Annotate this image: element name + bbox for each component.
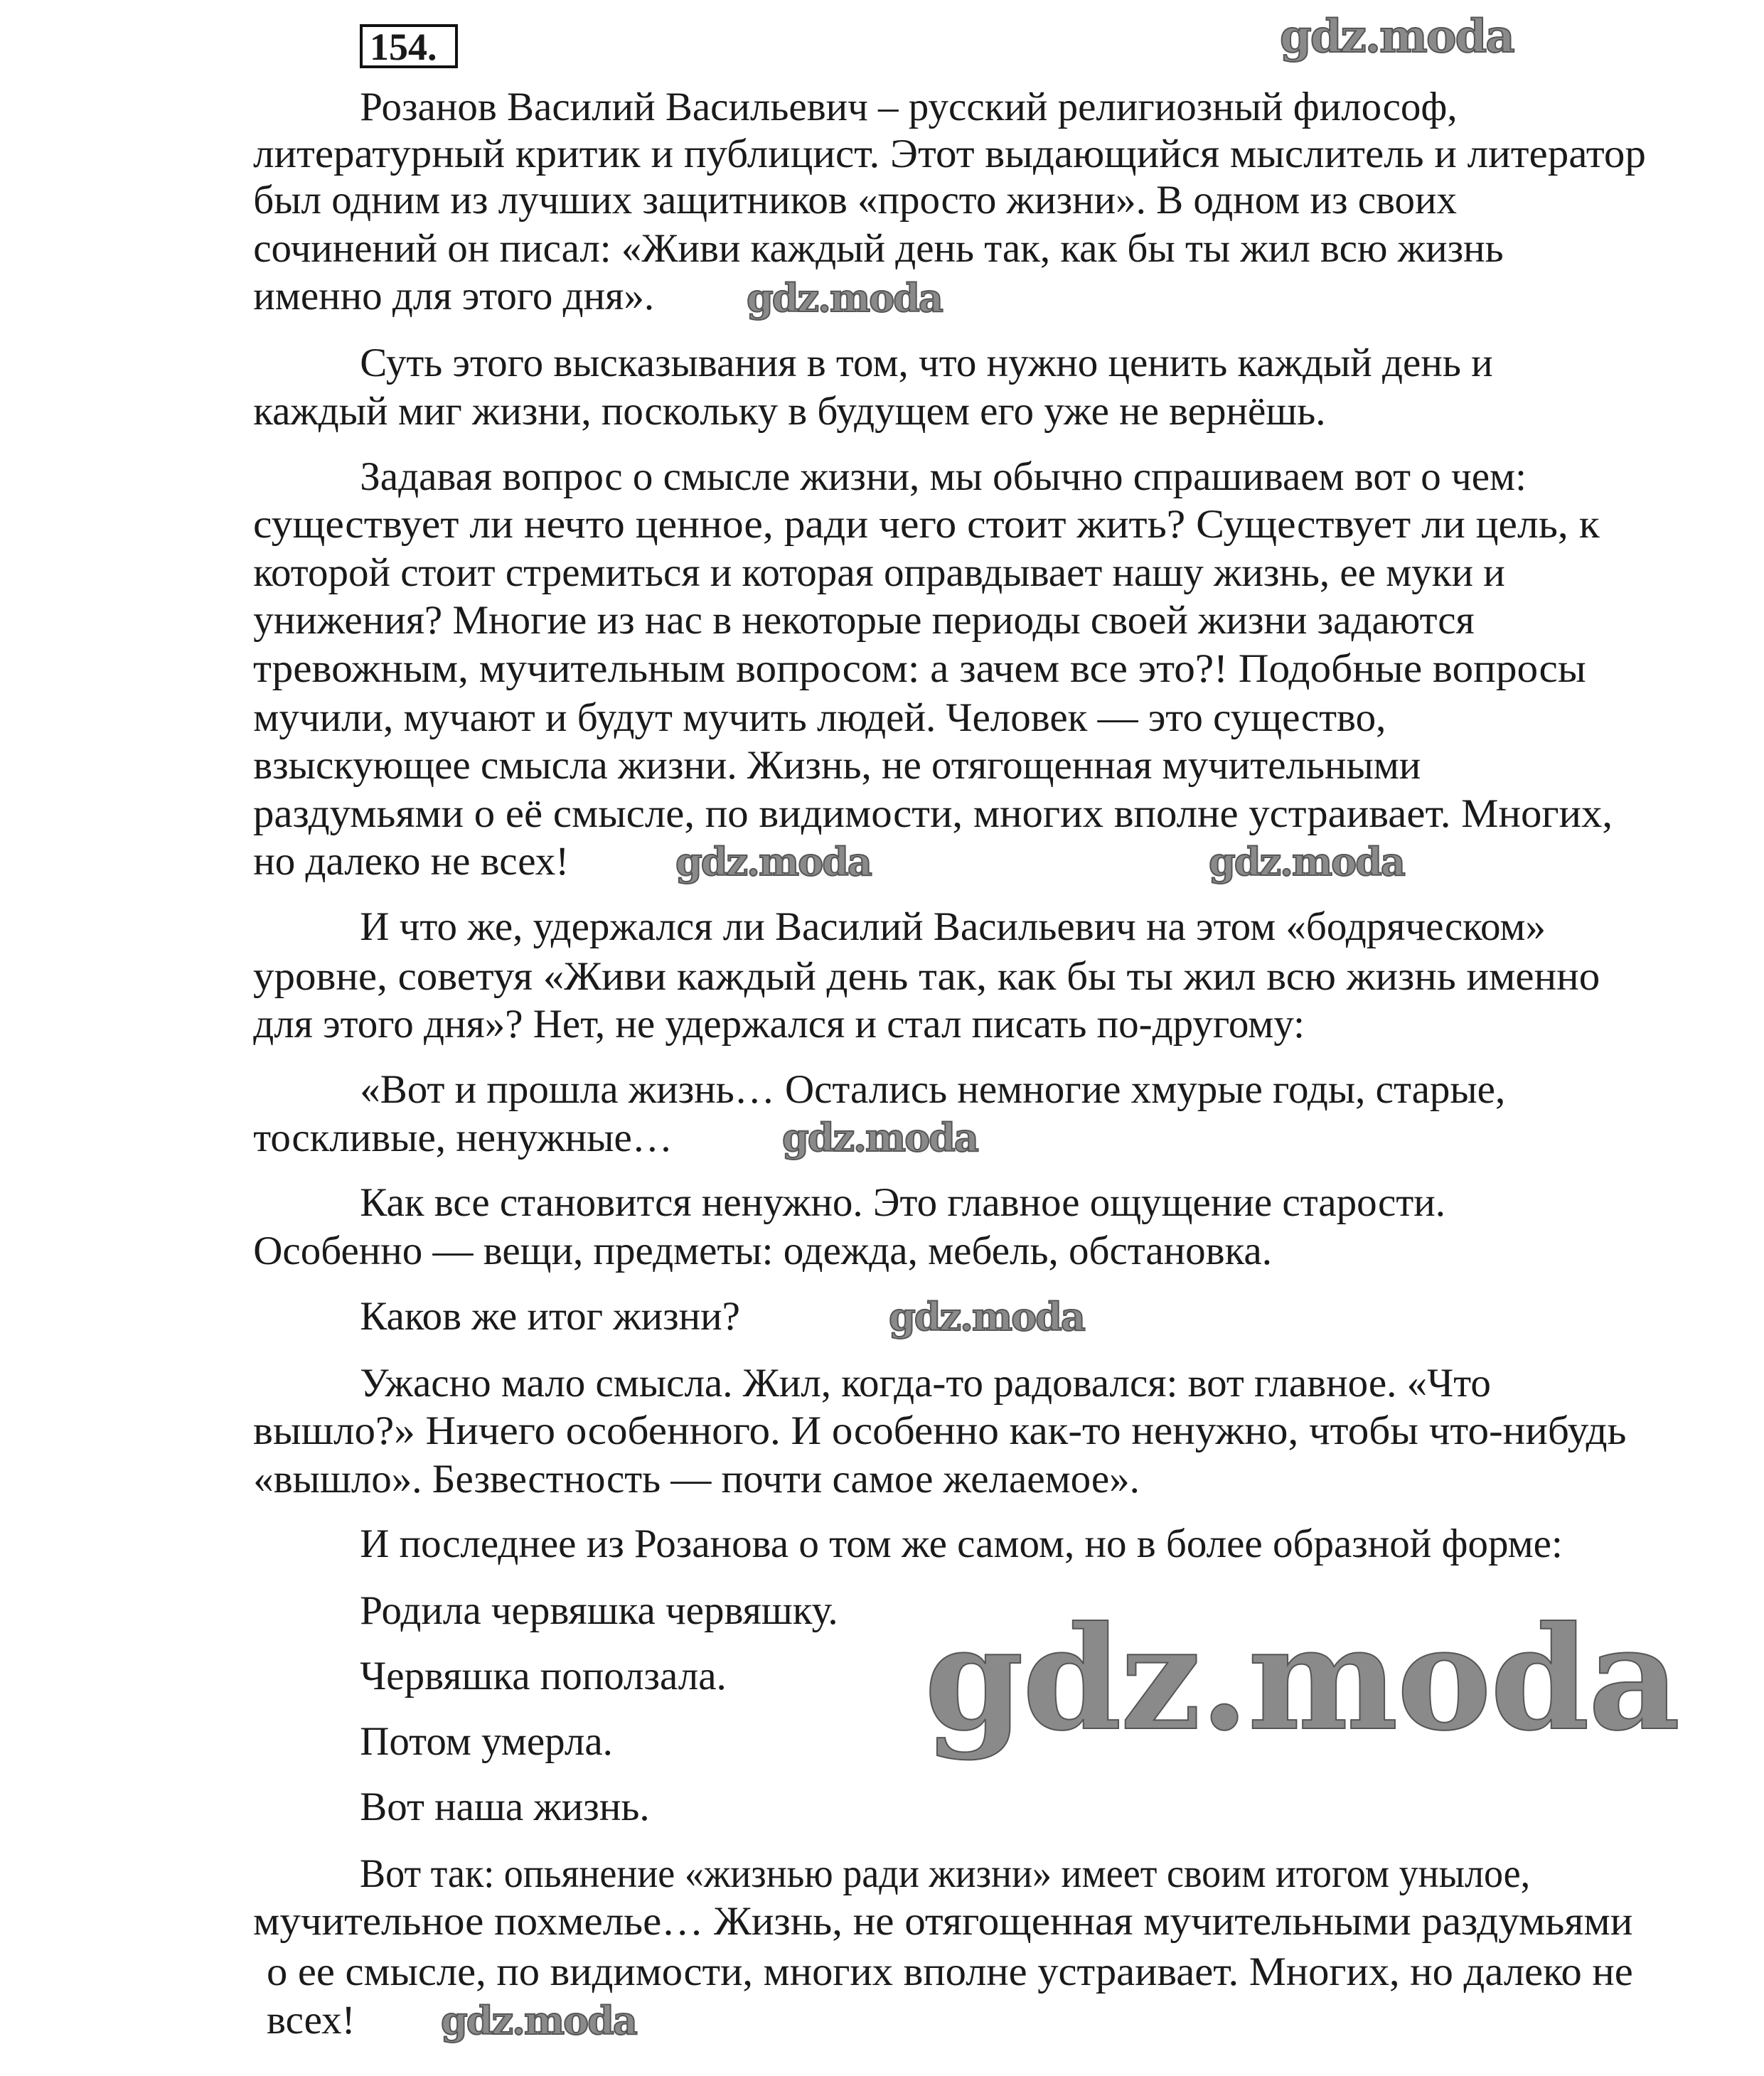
- text-line: взыскующее смысла жизни. Жизнь, не отягощенная мучительными: [253, 743, 1421, 788]
- exercise-number: 154.: [360, 24, 458, 68]
- watermark: gdz.moda: [889, 1294, 1084, 1339]
- text-line: унижения? Многие из нас в некоторые периоды своей жизни задаются: [253, 598, 1475, 643]
- watermark: gdz.moda: [1209, 839, 1404, 884]
- text-line: которой стоит стремиться и которая оправдывает нашу жизнь, ее муки и: [253, 550, 1505, 595]
- text-line: всех!: [267, 1997, 356, 2043]
- text-line: мучили, мучают и будут мучить людей. Человек — это существо,: [253, 695, 1386, 740]
- text-line: Розанов Василий Васильевич – русский религиозный философ,: [360, 85, 1458, 130]
- text-line: Вот наша жизнь.: [360, 1784, 650, 1829]
- watermark: gdz.moda: [675, 839, 871, 884]
- text-line: о ее смысле, по видимости, многих вполне устраивает. Многих, но далеко не: [267, 1949, 1633, 1995]
- text-line: Родила червяшка червяшку.: [360, 1588, 838, 1634]
- text-line: Вот так: опьянение «жизнью ради жизни» имеет своим итогом унылое,: [360, 1851, 1531, 1896]
- text-line: Червяшка поползала.: [360, 1654, 727, 1698]
- text-line: Особенно — вещи, предметы: одежда, мебель, обстановка.: [253, 1228, 1272, 1273]
- text-line: вышло?» Ничего особенного. И особенно как-то ненужно, чтобы что-нибудь: [253, 1408, 1627, 1453]
- text-line: Суть этого высказывания в том, что нужно ценить каждый день и: [360, 341, 1493, 386]
- text-line: «вышло». Безвестность — почти самое желаемое».: [253, 1456, 1140, 1502]
- text-line: «Вот и прошла жизнь… Остались немногие хмурые годы, старые,: [360, 1067, 1506, 1112]
- text-line: Задавая вопрос о смысле жизни, мы обычно спрашиваем вот о чем:: [360, 454, 1527, 499]
- text-line: Ужасно мало смысла. Жил, когда-то радовался: вот главное. «Что: [360, 1360, 1491, 1406]
- text-line: Как все становится ненужно. Это главное ощущение старости.: [360, 1180, 1445, 1226]
- text-line: существует ли нечто ценное, ради чего стоит жить? Существует ли цель, к: [253, 502, 1600, 547]
- text-line: уровне, советуя «Живи каждый день так, как бы ты жил всю жизнь именно: [253, 953, 1600, 999]
- text-line: Каков же итог жизни?: [360, 1293, 740, 1339]
- text-line: каждый миг жизни, поскольку в будущем его уже не вернёшь.: [253, 388, 1326, 434]
- text-line: И последнее из Розанова о том же самом, но в более образной форме:: [360, 1521, 1563, 1567]
- watermark: gdz.moda: [441, 1998, 636, 2043]
- text-line: но далеко не всех!: [253, 839, 570, 884]
- text-line: раздумьями о её смысле, по видимости, многих вполне устраивает. Многих,: [253, 791, 1613, 836]
- text-line: литературный критик и публицист. Этот выдающийся мыслитель и литератор: [253, 131, 1647, 176]
- text-line: именно для этого дня».: [253, 274, 655, 319]
- text-line: И что же, удержался ли Василий Васильевич на этом «бодряческом»: [360, 904, 1546, 950]
- watermark: gdz.moda: [1280, 10, 1514, 63]
- text-line: был одним из лучших защитников «просто жизни». В одном из своих: [253, 178, 1458, 223]
- text-line: тревожным, мучительным вопросом: а зачем все это?! Подобные вопросы: [253, 646, 1586, 691]
- text-line: тоскливые, ненужные…: [253, 1115, 673, 1160]
- text-line: мучительное похмелье… Жизнь, не отягощенная мучительными раздумьями: [253, 1899, 1633, 1944]
- watermark: gdz.moda: [782, 1115, 978, 1160]
- watermark: gdz.moda: [924, 1595, 1679, 1762]
- text-line: сочинений он писал: «Живи каждый день так, как бы ты жил всю жизнь: [253, 225, 1504, 271]
- watermark: gdz.moda: [747, 275, 942, 321]
- text-line: Потом умерла.: [360, 1718, 613, 1764]
- text-line: для этого дня»? Нет, не удержался и стал писать по-другому:: [253, 1002, 1305, 1047]
